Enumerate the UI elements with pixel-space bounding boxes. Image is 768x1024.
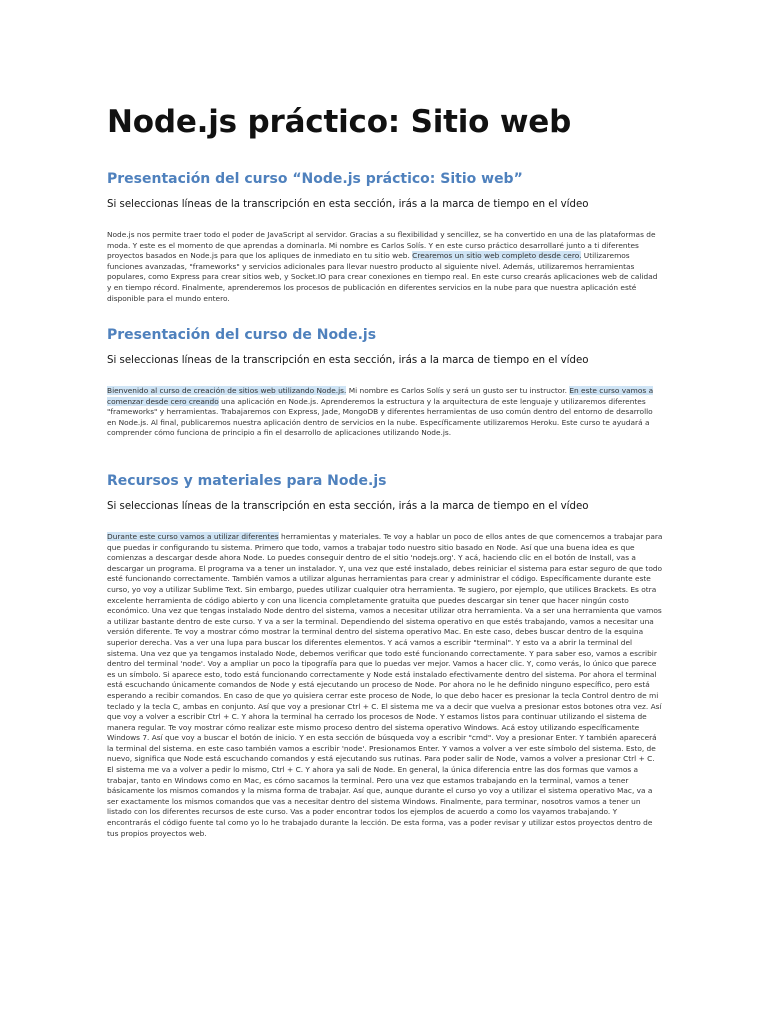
transcript-segment-highlighted[interactable]: Crearemos un sitio web completo desde cero. (412, 251, 582, 261)
section-title: Presentación del curso de Node.js (107, 327, 377, 343)
transcript-segment-highlighted[interactable]: Bienvenido al curso de creación de sitios web utilizando Node.js. (107, 386, 347, 395)
page-title: Node.js práctico: Sitio web (107, 104, 572, 140)
transcript-segment[interactable]: Mi nombre es Carlos Solís y será un gusto ser tu instructor. (346, 386, 570, 395)
section-recursos-materiales (107, 472, 663, 839)
transcript-segment[interactable]: una aplicación en Node.js. Aprenderemos la estructura y la arquitectura de este lenguaje y utilizaremos diferentes "frameworks" y herramientas. Trabajaremos con Express, Jade, MongoDB y diferentes herramientas de uso común dentro del entorno de desarrollo en Node.js. Al final, publicaremos nuestra aplicación dentro de servicios en la nube. Específicamente utilizaremos Heroku. Este curso te ayudará a comprender cómo funciona de principio a fin el desarrollo de aplicaciones utilizando Node.js. (107, 396, 653, 438)
section-presentacion-nodejs (107, 326, 663, 439)
transcript-paragraph[interactable] (107, 386, 663, 439)
section-subtitle: Si seleccionas líneas de la transcripción en esta sección, irás a la marca de tiempo en el vídeo (107, 355, 589, 366)
section-subtitle: Si seleccionas líneas de la transcripción en esta sección, irás a la marca de tiempo en el vídeo (107, 199, 589, 210)
transcript-paragraph[interactable] (107, 532, 663, 839)
section-title: Presentación del curso “Node.js práctico: Sitio web” (107, 171, 523, 187)
section-subtitle: Si seleccionas líneas de la transcripción en esta sección, irás a la marca de tiempo en el vídeo (107, 501, 589, 512)
section-title: Recursos y materiales para Node.js (107, 473, 387, 489)
transcript-segment[interactable]: Utilizaremos funciones avanzadas, "frameworks" y servicios adicionales para llevar nuestro producto al siguiente nivel. Además, utilizaremos herramientas populares, como Express para crear sitios web, y Socket.IO para crear conexiones en tiempo real. En este curso crearás aplicaciones web de calidad y en tiempo récord. Finalmente, aprenderemos los procesos de publicación en diferentes servicios en la nube para que nuestra aplicación esté disponible para el mundo entero. (107, 251, 658, 303)
transcript-segment[interactable]: herramientas y materiales. Te voy a hablar un poco de ellos antes de que comencemos a trabajar para que puedas ir configurando tu sistema. Primero que todo, vamos a trabajar todo nuestro sitio basado en Node. Así que una buena idea es que comienzas a descargar desde ahora Node. Lo puedes conseguir dentro de el sitio 'nodejs.org'. Y acá, haciendo clic en el botón de Install, vas a descargar un programa. El programa va a tener un instalador. Y, una vez que esté instalado, debes reiniciar el sistema para estar seguro de que todo esté funcionando correctamente. También vamos a utilizar algunas herramientas para crear y administrar el código. Específicamente durante este curso, yo voy a utilizar Sublime Text. Sin embargo, puedes utilizar cualquier otra herramienta. Te sugiero, por ejemplo, que utilices Brackets. Es otra excelente herramienta de código abierto y con una licencia completamente gratuita que puedes descargar sin tener que hacer ningún costo económico. Una vez que tengas instalado Node dentro del sistema, vamos a necesitar utilizar otra herramienta. Va a ser una herramienta que vamos a utilizar bastante dentro de este curso. Y va a ser la terminal. Dependiendo del sistema operativo en que estés trabajando, vamos a necesitar una versión diferente. Te voy a mostrar cómo mostrar la terminal dentro del sistema operativo Mac. En este caso, debes buscar dentro de la esquina superior derecha. Vas a ver una lupa para buscar los diferentes elementos. Y acá vamos a escribir "terminal". Y esto va a abrir la terminal del sistema. Una vez que ya tengamos instalado Node, debemos verificar que todo esté funcionando correctamente. Y para saber eso, vamos a escribir dentro del terminal 'node'. Voy a ampliar un poco la tipografía para que lo puedas ver mejor. Vamos a hacer clic. Y, como verás, lo único que parece es un símbolo. Si aparece esto, todo está funcionando correctamente y Node está instalado efectivamente dentro del sistema. Por ahora el terminal está escuchando únicamente comandos de Node y está ejecutando un proceso de Node. Por ahora no le he definido ninguno específico, pero está esperando a recibir comandos. En caso de que yo quisiera cerrar este proceso de Node, lo que debo hacer es presionar la tecla Control dentro de mi teclado y la tecla C, ambas en conjunto. Así que voy a presionar Ctrl + C. El sistema me va a decir que vuelva a presionar estos botones otra vez. Así que voy a volver a escribir Ctrl + C. Y ahora la terminal ha cerrado los procesos de Node. Y estamos listos para continuar utilizando el sistema de manera regular. Te voy mostrar cómo realizar este mismo proceso dentro del sistema operativo Windows. Acá estoy utilizando específicamente Windows 7. Así que voy a buscar el botón de inicio. Y en esta sección de búsqueda voy a escribir "cmd". Voy a presionar Enter. Y también aparecerá la terminal del sistema. en este caso también vamos a escribir 'node'. Presionamos Enter. Y vamos a volver a ver este símbolo del sistema. Esto, de nuevo, significa que Node está escuchando comandos y está ejecutando sus rutinas. Para poder salir de Node, vamos a volver a presionar Ctrl + C. El sistema me va a volver a pedir lo mismo, Ctrl + C. Y ahora ya sali de Node. En general, la única diferencia entre las dos formas que vamos a trabajar, tanto en Windows como en Mac, es cómo sacamos la terminal. Pero una vez que estamos trabajando en la terminal, vamos a tener básicamente los mismos comandos y la misma forma de trabajar. Así que, aunque durante el curso yo voy a utilizar el sistema operativo Mac, va a ser exactamente los mismos comandos que vas a necesitar dentro del sistema Windows. Finalmente, para terminar, nosotros vamos a tener un listado con los diferentes recursos de este curso. Vas a poder encontrar todos los ejemplos de acuerdo a como los vayamos trabajando. Y encontrarás el código fuente tal como yo lo he trabajado durante la lección. De esta forma, vas a poder revisar y utilizar estos proyectos dentro de tus propios proyectos web. (107, 532, 663, 838)
transcript-segment-highlighted[interactable]: Durante este curso vamos a utilizar diferentes (107, 532, 279, 541)
transcript-segment[interactable]: Node.js nos permite traer todo el poder de JavaScript al servidor. Gracias a su flexibilidad y sencillez, se ha convertido en una de las plataformas de moda. Y este es el momento de que aprendas a dominarla. Mi nombre es Carlos Solís. Y en este curso práctico desarrollaré junto a ti diferentes proyectos basados en Node.js para que los apliques de inmediato en tu sitio web. (107, 230, 656, 261)
transcript-segment-highlighted[interactable]: En este curso vamos a comenzar desde cero creando (107, 386, 654, 406)
transcript-paragraph[interactable] (107, 230, 663, 304)
section-presentacion-sitio-web (107, 170, 663, 304)
